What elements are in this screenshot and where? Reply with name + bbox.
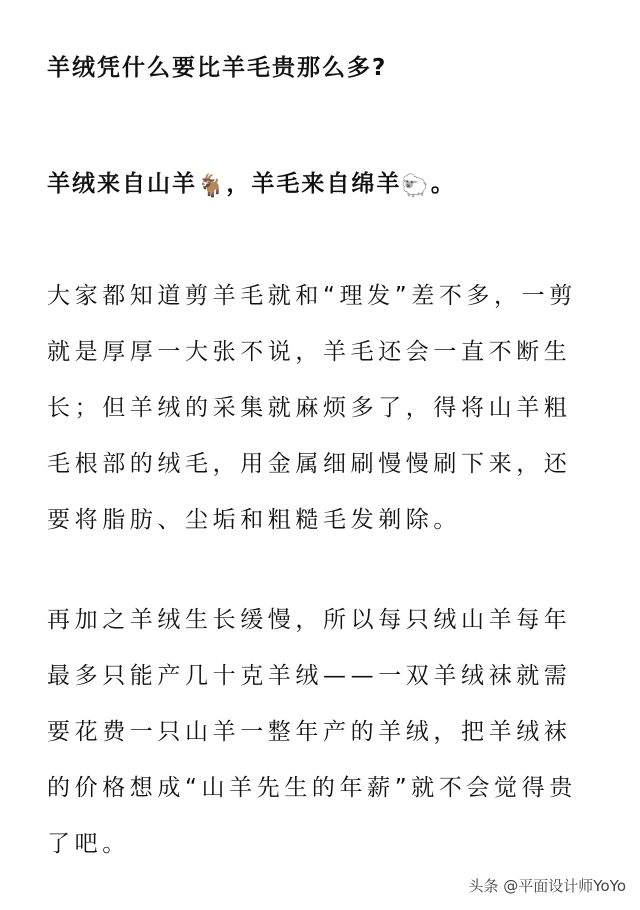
goat-icon: 🐐 xyxy=(197,174,227,199)
subtitle-part-3: 。 xyxy=(430,171,456,197)
paragraph-line: 大家都知道剪羊毛就和“理发”差不多，一剪 xyxy=(47,283,577,309)
article-subtitle xyxy=(47,168,456,203)
subtitle-part-2: ，羊毛来自绵羊 xyxy=(226,171,402,197)
paragraph-line: 再加之羊绒生长缓慢，所以每只绒山羊每年 xyxy=(47,607,572,633)
paragraph-line: 要将脂肪、尘垢和粗糙毛发剃除。 xyxy=(47,507,461,533)
paragraph-2 xyxy=(47,592,607,872)
paragraph-line: 长；但羊绒的采集就麻烦多了，得将山羊粗 xyxy=(47,395,572,421)
paragraph-line: 就是厚厚一大张不说，羊毛还会一直不断生 xyxy=(47,339,572,365)
subtitle-part-1: 羊绒来自山羊 xyxy=(47,171,197,197)
article-title: 羊绒凭什么要比羊毛贵那么多? xyxy=(47,55,388,81)
sheep-icon: 🐑 xyxy=(401,174,431,199)
paragraph-line: 毛根部的绒毛，用金属细刷慢慢刷下来，还 xyxy=(47,451,572,477)
paragraph-1 xyxy=(47,268,607,548)
paragraph-line: 的价格想成“山羊先生的年薪”就不会觉得贵 xyxy=(47,775,577,801)
watermark: 头条 @平面设计师YoYo xyxy=(468,877,626,895)
paragraph-line: 要花费一只山羊一整年产的羊绒，把羊绒袜 xyxy=(47,719,572,745)
paragraph-line: 了吧。 xyxy=(47,831,130,857)
paragraph-line: 最多只能产几十克羊绒——一双羊绒袜就需 xyxy=(47,663,572,689)
